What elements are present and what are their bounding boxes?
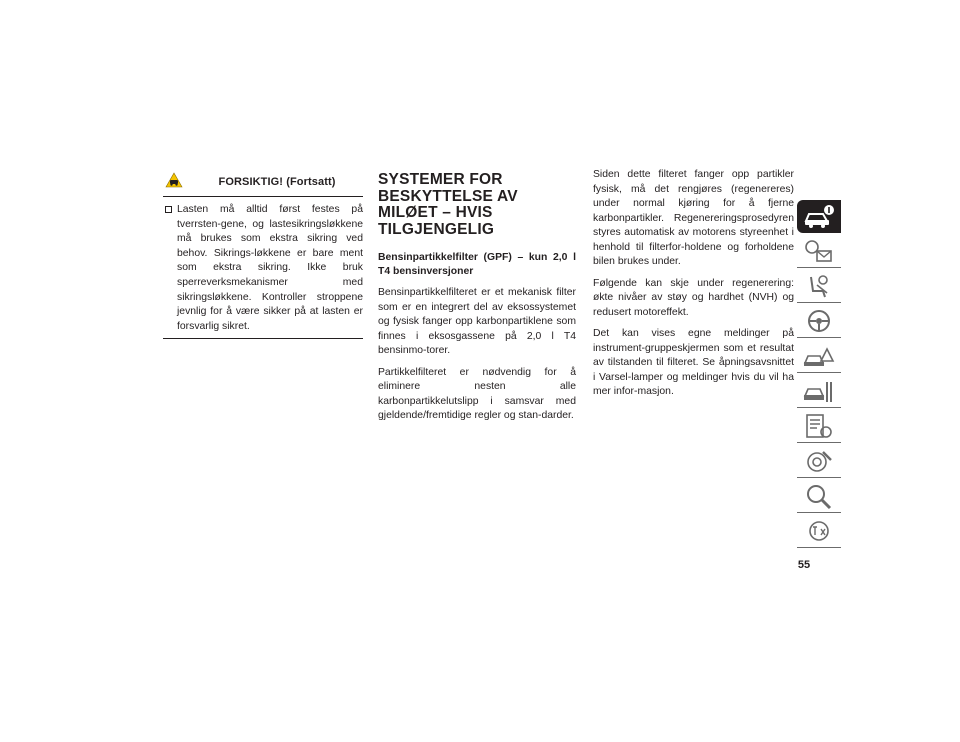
section-paragraph: Bensinpartikkelfilteret er et mekanisk filter som er en integrert del av eksossystemet og fysisk fanger opp karbonpartiklene som finnes i eksosgassene på 2,0 l T4 bensinmo-torer.	[378, 287, 576, 356]
keys-mail-icon	[803, 238, 835, 265]
caution-item-text: Lasten må alltid først festes på tverrsten-gene, og lastesikringsløkkene må brukes som ekstra sikring ved behov. Sikrings-løkkene er bare ment som ekstra sikring. Ikke bruk sperreverksmekanismer med sikringsløkkene. Kontroller stroppene jevnlig for å være sikker på at lasten er forsvarlig sikret.	[177, 204, 363, 332]
section-column	[378, 172, 576, 424]
tab-safety[interactable]	[797, 270, 841, 303]
wrench-tire-icon	[803, 448, 835, 475]
tab-driving[interactable]	[797, 305, 841, 338]
section-subheading: Bensinpartikkelfilter (GPF) – kun 2,0 l T4 bensinversjoner	[378, 252, 576, 277]
tab-index[interactable]	[797, 480, 841, 513]
seat-airbag-icon	[803, 273, 835, 300]
caution-divider	[163, 338, 363, 339]
page-number: 55	[797, 559, 811, 571]
caution-title: FORSIKTIG! (Fortsatt)	[218, 176, 336, 188]
section-title: SYSTEMER FOR BESKYTTELSE AV MILØET – HVIS TILGJENGELIG	[378, 171, 518, 238]
body-paragraph: Siden dette filteret fanger opp partikler fysisk, må det rengjøres (regenereres) under normal kjøring for å fjerne karbonpartikler. Regenereringsprosedyren styres automatisk av motorens styreenhet i henhold til filterfor-holdene og forholdene bilen brukes under.	[593, 169, 794, 267]
text-column	[593, 168, 794, 400]
caution-box	[163, 170, 363, 339]
multilingual-index-icon	[803, 518, 835, 545]
body-paragraph: Følgende kan skje under regenerering: økte nivåer av støy og hardhet (NVH) og redusert motoreffekt.	[593, 277, 794, 318]
car-warning-icon	[803, 343, 835, 370]
body-paragraph: Det kan vises egne meldinger på instrument-gruppeskjermen som et resultat av tilstanden til filteret. Se åpningsavsnittet i Varsel-lamper og meldinger hvis du vil ha mer infor-masjon.	[593, 328, 794, 397]
tab-multimedia[interactable]	[797, 445, 841, 478]
tab-keys[interactable]	[797, 235, 841, 268]
caution-list-item	[163, 203, 363, 334]
caution-icon	[165, 172, 183, 188]
tab-emergency[interactable]	[797, 340, 841, 373]
tab-specifications[interactable]	[797, 410, 841, 443]
steering-wheel-icon	[803, 308, 835, 335]
section-paragraph: Partikkelfilteret er nødvendig for å eliminere nesten alle karbonpartikkelutslipp i samsvar med gjeldende/fremtidige regler og stan-darder.	[378, 366, 576, 421]
magnifier-icon	[803, 483, 835, 510]
checklist-gear-icon	[803, 413, 835, 440]
tab-languages[interactable]	[797, 515, 841, 548]
caution-header	[163, 170, 363, 197]
car-tools-icon	[803, 378, 835, 405]
tab-service[interactable]	[797, 375, 841, 408]
tab-getting-to-know[interactable]	[797, 200, 841, 233]
chapter-tabs	[797, 200, 841, 550]
car-info-icon	[803, 203, 835, 230]
square-bullet-icon	[165, 206, 172, 213]
